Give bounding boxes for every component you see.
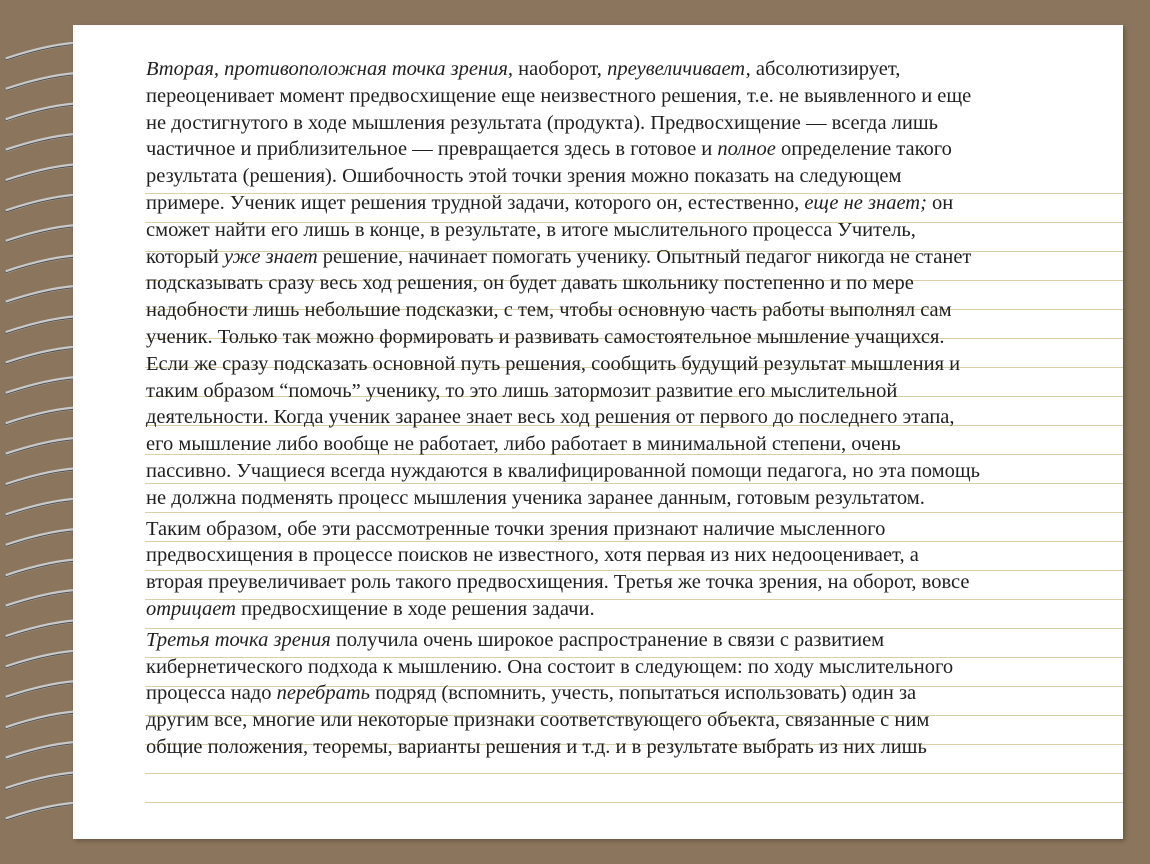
text-segment: получила очень широкое распространение в связи с развитием (330, 628, 885, 651)
text-segment: абсолютизирует, (750, 58, 901, 80)
text-segment: общие положения, теоремы, варианты решения и т.д. и в результате выбрать из них лишь (146, 735, 927, 758)
text-line (146, 680, 1111, 707)
text-line (146, 56, 1111, 83)
text-segment: подряд (вспомнить, учесть, попытаться использовать) один за (369, 682, 917, 705)
text-segment: его мышление либо вообще не работает, либо работает в минимальной степени, очень (146, 433, 901, 456)
text-line (146, 378, 1111, 405)
text-line (146, 190, 1111, 217)
text-line (146, 404, 1111, 431)
text-segment: Таким образом, обе эти рассмотренные точки зрения признают наличие мысленного (146, 517, 886, 540)
text-segment: предвосхищение в ходе решения задачи. (235, 597, 595, 620)
text-segment: другим все, многие или некоторые признаки соответствующего объекта, связанные с ним (146, 709, 930, 732)
text-segment: частичное и приблизительное — превращается здесь в готовое и (146, 138, 718, 161)
text-segment: решение, начинает помогать ученику. Опытный педагог никогда не станет (317, 245, 972, 268)
paragraph (146, 627, 1111, 761)
text-line (146, 163, 1111, 190)
text-line (146, 516, 1111, 543)
text-segment: Если же сразу подсказать основной путь решения, сообщить будущий результат мышления и (146, 352, 961, 375)
text-segment: переоценивает момент предвосхищение еще неизвестного решения, т.е. не выявленного и еще (146, 84, 972, 107)
text-line (146, 110, 1111, 137)
text-segment: примере. Ученик ищет решения трудной задачи, которого он, естественно, (146, 191, 805, 214)
text-segment: процесса надо (146, 682, 277, 705)
text-segment: деятельности. Когда ученик заранее знает весь ход решения от первого до последнего этапа, (146, 406, 955, 429)
document-body (146, 56, 1111, 761)
text-line (146, 217, 1111, 244)
text-segment: пассивно. Учащиеся всегда нуждаются в квалифицированной помощи педагога, но эта помощь (146, 459, 981, 482)
text-line (146, 324, 1111, 351)
text-line (146, 654, 1111, 681)
text-line (146, 351, 1111, 378)
text-segment: таким образом “помочь” ученику, то это лишь затормозит развитие его мыслительной (146, 379, 898, 402)
text-line (146, 297, 1111, 324)
text-line (146, 707, 1111, 734)
text-segment: он (926, 191, 954, 214)
italic-phrase: уже знает (223, 245, 318, 268)
text-line (146, 542, 1111, 569)
ruled-line (145, 802, 1123, 803)
text-line (146, 431, 1111, 458)
text-segment: не достигнутого в ходе мышления результата (продукта). Предвосхищение — всегда лишь (146, 111, 939, 134)
text-line (146, 734, 1111, 761)
text-line (146, 270, 1111, 297)
paragraph (146, 516, 1111, 623)
paragraph (146, 56, 1111, 512)
text-line (146, 244, 1111, 271)
text-segment: подсказывать сразу весь ход решения, он будет давать школьнику постепенно и по мере (146, 272, 914, 295)
text-line (146, 596, 1111, 623)
text-segment: предвосхищения в процессе поисков не известного, хотя первая из них недооценивает, а (146, 544, 919, 567)
text-segment: результата (решения). Ошибочность этой точки зрения можно показать на следующем (146, 165, 902, 188)
text-line (146, 485, 1111, 512)
text-segment: ученик. Только так можно формировать и развивать самостоятельное мышление учащихся. (146, 325, 945, 348)
text-segment: вторая преувеличивает роль такого предвосхищения. Третья же точка зрения, на оборот, вовсе (146, 571, 970, 594)
italic-phrase: еще не знает; (804, 191, 927, 214)
text-segment: не должна подменять процесс мышления ученика заранее данным, готовым результатом. (146, 486, 925, 509)
text-line (146, 458, 1111, 485)
italic-phrase: преувеличивает, (607, 58, 751, 80)
text-segment: кибернетического подхода к мышлению. Она состоит в следующем: по ходу мыслительного (146, 655, 954, 678)
italic-phrase: полное (717, 138, 776, 161)
ruled-line (145, 773, 1123, 774)
text-segment: надобности лишь небольшие подсказки, с тем, чтобы основную часть работы выполнял сам (146, 299, 952, 322)
text-segment: сможет найти его лишь в конце, в результате, в итоге мыслительного процесса Учитель, (146, 218, 916, 241)
text-segment: наоборот, (513, 58, 608, 80)
italic-phrase: Вторая, противоположная точка зрения, (146, 58, 514, 80)
italic-phrase: Третья точка зрения (146, 628, 331, 651)
italic-phrase: отрицает (146, 597, 236, 620)
text-line (146, 569, 1111, 596)
text-line (146, 627, 1111, 654)
text-line (146, 83, 1111, 110)
italic-phrase: перебрать (276, 682, 370, 705)
text-segment: определение такого (775, 138, 952, 161)
text-line (146, 136, 1111, 163)
text-segment: который (146, 245, 224, 268)
